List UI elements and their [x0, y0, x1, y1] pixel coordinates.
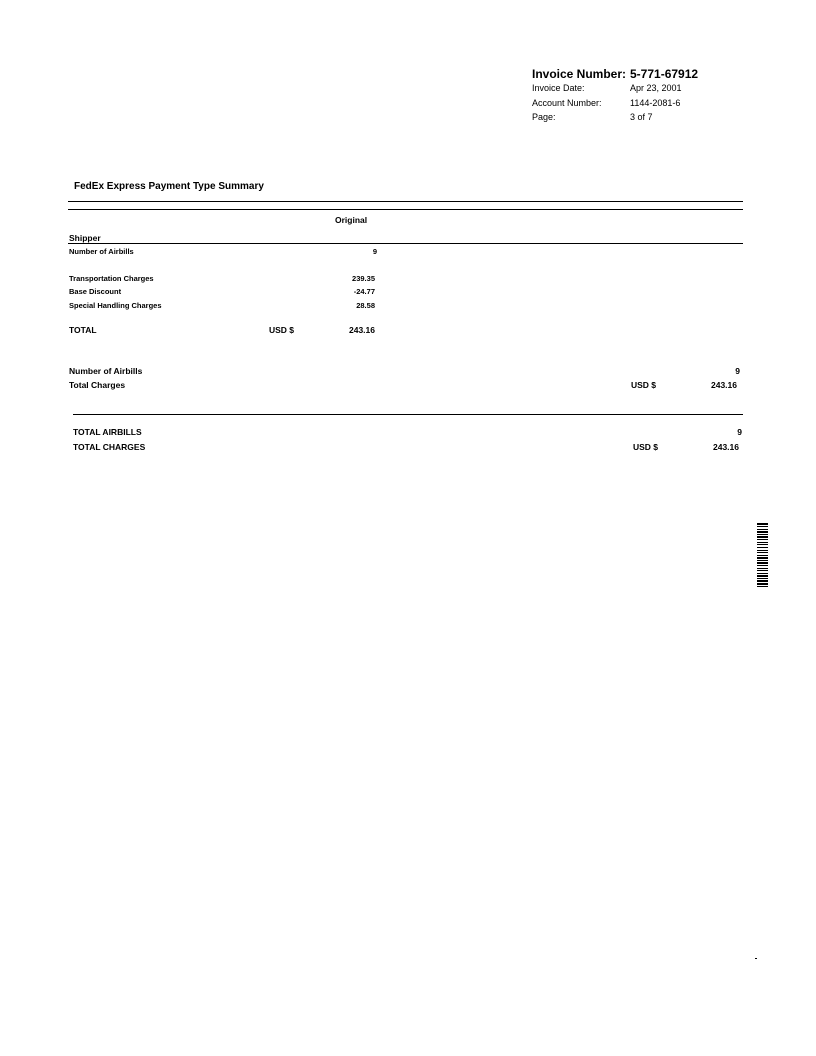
grand-total-airbills-label: TOTAL AIRBILLS: [73, 427, 142, 437]
table-total-label: TOTAL: [69, 325, 97, 335]
subtotal-airbills-value: 9: [735, 366, 740, 376]
row-label-number-of-airbills: Number of Airbills: [69, 247, 134, 256]
account-number-label: Account Number:: [532, 98, 602, 108]
row-label-base-discount: Base Discount: [69, 287, 122, 296]
invoice-number-label: Invoice Number:: [532, 67, 627, 81]
page-mark: [755, 958, 757, 959]
group-label-shipper: Shipper: [69, 233, 101, 243]
row-label-transportation-charges: Transportation Charges: [69, 274, 154, 283]
top-rule-1: [68, 201, 743, 202]
subtotal-charges-value: 243.16: [711, 380, 737, 390]
barcode-image: [757, 523, 768, 621]
row-value-transportation-charges: 239.35: [352, 274, 375, 283]
section-title: FedEx Express Payment Type Summary: [74, 181, 264, 192]
column-header-original: Original: [335, 215, 368, 225]
grand-total-airbills-value: 9: [737, 427, 742, 437]
group-rule: [68, 243, 743, 244]
invoice-number-value: 5-771-67912: [630, 67, 699, 81]
top-rule-2: [68, 209, 743, 210]
page-value: 3 of 7: [630, 112, 653, 122]
row-value-number-of-airbills: 9: [372, 247, 377, 256]
row-value-base-discount: -24.77: [353, 287, 375, 296]
grand-total-charges-value: 243.16: [713, 442, 739, 452]
row-value-special-handling-charges: 28.58: [356, 301, 375, 310]
grand-total-charges-label: TOTAL CHARGES: [73, 442, 146, 452]
invoice-date-label: Invoice Date:: [532, 83, 585, 93]
invoice-date-value: Apr 23, 2001: [630, 83, 682, 93]
subtotal-airbills-label: Number of Airbills: [69, 366, 143, 376]
subtotal-charges-currency: USD $: [631, 380, 657, 390]
table-total-currency: USD $: [269, 325, 295, 335]
page-label: Page:: [532, 112, 556, 122]
grand-total-rule: [73, 414, 743, 415]
grand-total-charges-currency: USD $: [633, 442, 659, 452]
table-total-value: 243.16: [349, 325, 375, 335]
account-number-value: 1144-2081-6: [630, 98, 681, 108]
row-label-special-handling-charges: Special Handling Charges: [69, 301, 162, 310]
subtotal-charges-label: Total Charges: [69, 380, 126, 390]
